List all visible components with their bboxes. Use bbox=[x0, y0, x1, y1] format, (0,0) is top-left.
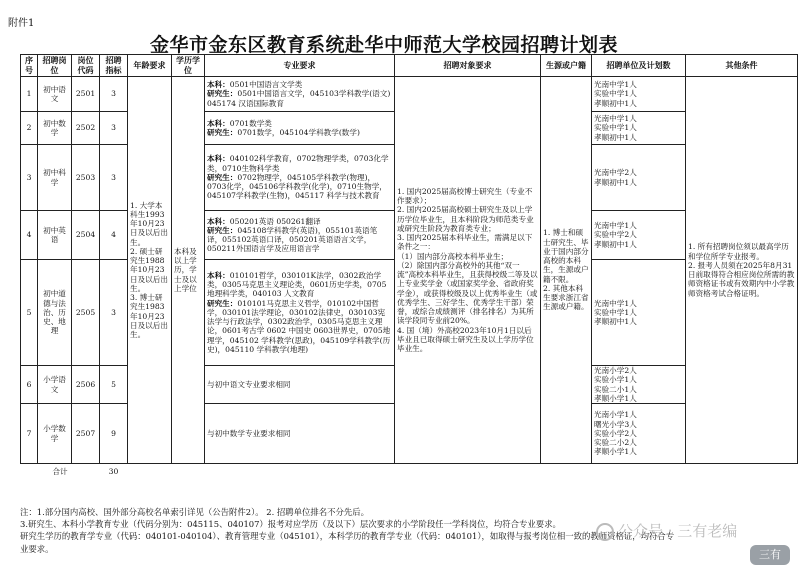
note-line: 3.研究生、本科小学教育专业（代码分别为：045115、040107）报考对应学历（及以下）层次要求的小学阶段任一学科岗位，均符合专业要求。 bbox=[20, 519, 561, 530]
hiring-units bbox=[592, 366, 686, 404]
post-code: 2502 bbox=[72, 112, 100, 145]
unit-item: 实验中学1人 bbox=[594, 123, 637, 133]
unit-item: 孝顺初中1人 bbox=[594, 98, 637, 108]
total-row bbox=[21, 464, 798, 480]
column-header: 序号 bbox=[21, 55, 38, 77]
quota: 4 bbox=[100, 211, 128, 260]
post-name: 初中科学 bbox=[38, 145, 72, 211]
major-list: 050201英语 050261翻译 bbox=[229, 216, 321, 226]
post-code: 2505 bbox=[72, 260, 100, 366]
major-line bbox=[207, 217, 392, 226]
major-level: 本科： bbox=[207, 154, 230, 164]
column-header: 年龄要求 bbox=[128, 55, 172, 77]
note-line: 业要求。 bbox=[20, 543, 54, 554]
major-list: 0501中国语言文学类 bbox=[229, 80, 303, 90]
major-level: 研究生： bbox=[207, 225, 238, 235]
post-name: 初中语文 bbox=[38, 77, 72, 112]
column-header: 招聘单位及计划数 bbox=[592, 55, 686, 77]
hiring-units bbox=[592, 112, 686, 145]
quota: 5 bbox=[100, 366, 128, 404]
major-requirement bbox=[205, 260, 395, 366]
row-number: 7 bbox=[21, 404, 38, 464]
quota: 3 bbox=[100, 145, 128, 211]
post-name: 初中英语 bbox=[38, 211, 72, 260]
row-number: 4 bbox=[21, 211, 38, 260]
column-header: 其他条件 bbox=[686, 55, 798, 77]
row-number: 6 bbox=[21, 366, 38, 404]
major-level: 研究生： bbox=[207, 172, 238, 182]
major-line bbox=[207, 271, 392, 299]
major-line bbox=[207, 80, 392, 89]
major-list: 0701数学类 bbox=[229, 118, 272, 128]
major-line bbox=[207, 89, 392, 108]
major-line bbox=[207, 119, 392, 128]
quota: 3 bbox=[100, 77, 128, 112]
recruitment-plan-table bbox=[20, 54, 798, 479]
major-line bbox=[207, 173, 392, 201]
hiring-units bbox=[592, 77, 686, 112]
origin-requirement: 1. 博士和硕士研究生、毕业于国内部分高校的本科生，生源或户籍不限。 2. 其他本科生要求浙江省生源或户籍。 bbox=[541, 77, 592, 464]
unit-item: 光南小学2人 bbox=[594, 366, 637, 375]
wechat-icon bbox=[596, 523, 614, 541]
post-code: 2503 bbox=[72, 145, 100, 211]
major-line bbox=[207, 128, 392, 137]
total-label: 合计 bbox=[52, 466, 68, 476]
attachment-label: 附件1 bbox=[8, 18, 35, 29]
major-requirement bbox=[205, 145, 395, 211]
major-level: 研究生： bbox=[207, 89, 238, 99]
hiring-units bbox=[592, 260, 686, 366]
row-number: 2 bbox=[21, 112, 38, 145]
major-list: 0501中国语言文学，045103学科教学(语文) 045174 汉语国际教育 bbox=[207, 89, 391, 108]
unit-item: 光南小学1人 bbox=[594, 410, 637, 420]
quota: 9 bbox=[100, 404, 128, 464]
major-list: 045108学科教学(英语)，055101英语笔译，055102英语口译，050201英语语言文学，050211外国语言学及应用语言学 bbox=[207, 225, 378, 254]
age-requirement: 1. 大学本科生1993年10月23日及以后出生。 2. 硕士研究生1988年10月23日及以后出生。 3. 博士研究生1983年10月23日及以后出生。 bbox=[128, 77, 172, 464]
major-level: 本科： bbox=[207, 118, 230, 128]
unit-item: 光南中学1人 bbox=[594, 298, 637, 308]
post-code: 2504 bbox=[72, 211, 100, 260]
major-level: 本科： bbox=[207, 216, 230, 226]
unit-item: 实验小学2人 bbox=[594, 428, 637, 438]
major-line bbox=[207, 226, 392, 254]
major-line bbox=[207, 299, 392, 355]
hiring-units bbox=[592, 211, 686, 260]
other-conditions: 1. 所有招聘岗位须以最高学历和学位所学专业报考。 2. 报考人员须在2025年8月31日前取得符合相应岗位所需的教师资格证书或有效期内中小学教师资格考试合格证明。 bbox=[686, 77, 798, 464]
major-requirement bbox=[205, 211, 395, 260]
post-name: 小学数学 bbox=[38, 404, 72, 464]
row-number: 5 bbox=[21, 260, 38, 366]
column-header: 招聘指标 bbox=[100, 55, 128, 77]
unit-item: 曙光小学3人 bbox=[594, 419, 637, 429]
note-line: 注：1.部分国内高校、国外部分高校名单索引详见（公告附件2）。 2. 招聘单位排名不分先后。 bbox=[20, 507, 370, 517]
column-header: 生源或户籍 bbox=[541, 55, 592, 77]
column-header: 招聘岗位 bbox=[38, 55, 72, 77]
post-code: 2507 bbox=[72, 404, 100, 464]
total-value: 30 bbox=[108, 466, 119, 476]
unit-item: 光南中学1人 bbox=[594, 80, 637, 90]
post-name: 初中道德与法治、历史、地理 bbox=[38, 260, 72, 366]
major-list: 010101马克思主义哲学，010102中国哲学，030101法学理论，030102法律史，030103宪法学与行政法学，0302政治学，0305马克思主义理论，0601考古学 0602 中国史 0603世界史，0705地理学，045102 学科教学(思政)，045109学科教学(历史)，045110 学科教学(地理) bbox=[207, 298, 391, 354]
column-header: 岗位代码 bbox=[72, 55, 100, 77]
post-code: 2506 bbox=[72, 366, 100, 404]
major-level: 本科： bbox=[207, 80, 230, 90]
corner-badge: 三有 bbox=[750, 545, 790, 565]
table-row bbox=[21, 77, 798, 112]
major-list: 040102科学教育，0702物理学类，0703化学类，0710生物科学类 bbox=[207, 154, 389, 173]
hiring-units bbox=[592, 145, 686, 211]
column-header: 学历学位 bbox=[172, 55, 205, 77]
post-name: 小学语文 bbox=[38, 366, 72, 404]
document-title: 金华市金东区教育系统赴华中师范大学校园招聘计划表 bbox=[150, 34, 619, 56]
major-list: 0702物理学，045105学科教学(物理)，0703化学，045106学科教学(化学)，0710生物学，045107学科教学(生物)，045117 科学与技术教育 bbox=[207, 172, 387, 201]
major-level: 本科： bbox=[207, 270, 230, 280]
hiring-units bbox=[592, 404, 686, 464]
major-level: 研究生： bbox=[207, 128, 238, 137]
major-level: 研究生： bbox=[207, 298, 238, 308]
unit-item: 实验中学1人 bbox=[594, 307, 637, 317]
unit-item: 孝顺初中1人 bbox=[594, 177, 637, 187]
unit-item: 光南中学1人 bbox=[594, 221, 637, 231]
unit-item: 光南中学2人 bbox=[594, 168, 637, 178]
unit-item: 孝顺小学1人 bbox=[594, 393, 637, 403]
watermark-text: 公众号 · 三有老编 bbox=[618, 522, 738, 540]
major-list: 010101哲学，030101K法学，0302政治学类，0305马克思主义理论类，0601历史学类，0705地理科学类，040103 人文教育 bbox=[207, 270, 387, 299]
unit-item: 实验中学1人 bbox=[594, 89, 637, 99]
post-name: 初中数学 bbox=[38, 112, 72, 145]
major-line bbox=[207, 154, 392, 173]
major-requirement bbox=[205, 77, 395, 112]
note-line: 研究生学历的教育学专业（代码：040101-040104）、教育管理专业（045101），本科学历的教育学专业（代码：040101），如取得与报考岗位相一致的教师资格证，均符合专 bbox=[20, 531, 675, 542]
header-row bbox=[21, 55, 798, 77]
unit-item: 孝顺初中1人 bbox=[594, 239, 637, 249]
major-requirement: 与初中数学专业要求相同 bbox=[205, 404, 395, 464]
column-header: 专业要求 bbox=[205, 55, 395, 77]
target-requirement: 1. 国内2025届高校博士研究生（专业不作要求）； 2. 国内2025届高校硕士研究生及以上学历学位毕业生，且本科阶段为师范类专业或研究生阶段为教育类专业； 3. 国内2025届本科毕业生，需满足以下条件之一： （1）国内部分高校本科毕业生； （2）除国内部分高校外的其他“双一流”高校本科毕业生，且获得校级二等及以上专业奖学金（或国家奖学金、省政府奖学金），或获得校级及以上优秀毕业生（或优秀学生、三好学生、优秀学生干部）荣誉，或综合成绩测评（排名排名）为其所读学段同专业前20%。 4. 国（境）外高校2023年10月1日以后毕业且已取得硕士研究生及以上学历学位毕业生。 bbox=[395, 77, 541, 464]
unit-item: 孝顺初中1人 bbox=[594, 132, 637, 142]
unit-item: 实验二小1人 bbox=[594, 384, 637, 394]
unit-item: 实验二小2人 bbox=[594, 438, 637, 448]
major-requirement: 与初中语文专业要求相同 bbox=[205, 366, 395, 404]
quota: 3 bbox=[100, 260, 128, 366]
row-number: 1 bbox=[21, 77, 38, 112]
unit-item: 孝顺初中1人 bbox=[594, 317, 637, 327]
watermark bbox=[596, 520, 737, 541]
column-header: 招聘对象要求 bbox=[395, 55, 541, 77]
major-list: 0701数学，045104学科教学(数学) bbox=[237, 128, 360, 137]
unit-item: 实验中学2人 bbox=[594, 230, 637, 240]
unit-item: 光南中学1人 bbox=[594, 114, 637, 124]
quota: 3 bbox=[100, 112, 128, 145]
major-requirement bbox=[205, 112, 395, 145]
education-requirement: 本科及以上学历，学士及以上学位 bbox=[172, 77, 205, 464]
row-number: 3 bbox=[21, 145, 38, 211]
unit-item: 孝顺小学1人 bbox=[594, 447, 637, 457]
unit-item: 实验小学1人 bbox=[594, 375, 637, 385]
post-code: 2501 bbox=[72, 77, 100, 112]
